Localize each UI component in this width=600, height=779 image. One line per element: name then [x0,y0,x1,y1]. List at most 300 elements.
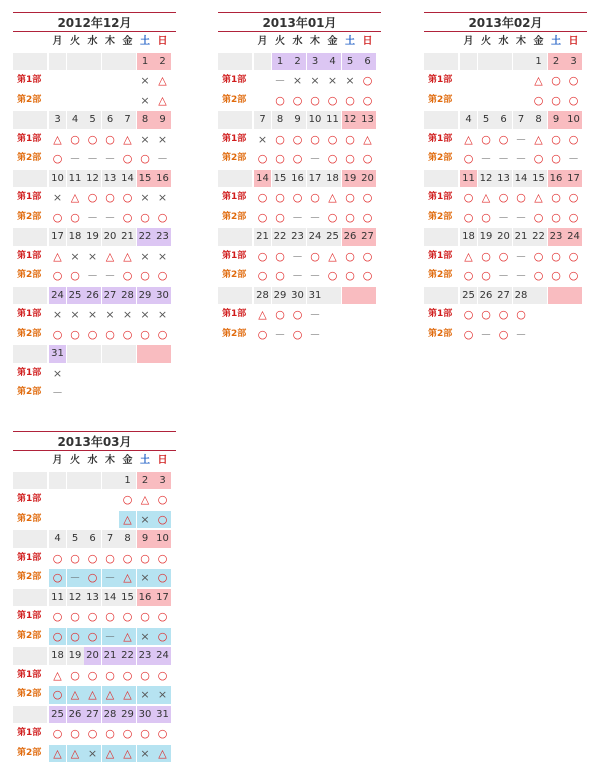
availability-mark[interactable]: ○ [568,191,579,204]
day-cell[interactable]: 30 [154,287,171,305]
availability-mark[interactable]: ○ [345,249,355,263]
availability-mark[interactable]: ○ [52,152,63,165]
availability-mark[interactable]: ○ [70,610,80,623]
availability-mark[interactable]: － [104,269,116,282]
availability-mark[interactable]: ○ [257,269,268,282]
availability-mark[interactable]: － [515,132,527,146]
availability-mark[interactable]: × [137,686,154,704]
day-cell[interactable]: 27 [102,287,119,305]
availability-mark[interactable]: △ [119,511,136,529]
availability-mark[interactable]: △ [53,132,62,146]
day-cell[interactable]: 1 [272,53,289,71]
availability-mark[interactable]: ○ [140,152,150,165]
availability-mark[interactable]: ○ [498,308,509,321]
availability-mark[interactable]: ○ [87,727,98,740]
availability-mark[interactable]: ○ [568,269,579,282]
availability-mark[interactable]: ○ [157,668,168,682]
day-cell[interactable]: 26 [67,706,84,724]
availability-mark[interactable]: × [157,191,168,204]
availability-mark[interactable]: － [87,210,98,224]
availability-mark[interactable]: ○ [551,93,561,107]
availability-mark[interactable]: － [102,628,119,646]
availability-mark[interactable]: ○ [362,93,373,107]
availability-mark[interactable]: ○ [362,269,373,282]
availability-mark[interactable]: ○ [533,269,544,282]
availability-mark[interactable]: ○ [157,610,168,623]
day-cell[interactable]: 3 [49,111,66,129]
availability-mark[interactable]: × [140,308,150,321]
availability-mark[interactable]: ○ [310,132,320,146]
availability-mark[interactable]: × [140,191,150,204]
availability-mark[interactable]: － [568,152,579,165]
availability-mark[interactable]: － [87,269,98,282]
availability-mark[interactable]: △ [67,745,84,763]
day-cell[interactable]: 10 [307,111,324,129]
availability-mark[interactable]: △ [119,569,136,587]
availability-mark[interactable]: △ [534,132,543,146]
day-cell[interactable]: 24 [49,287,66,305]
availability-mark[interactable]: ○ [105,668,115,682]
availability-mark[interactable]: ○ [533,249,544,263]
day-cell[interactable]: 14 [119,170,136,188]
availability-mark[interactable]: － [480,152,492,165]
availability-mark[interactable]: × [137,628,154,646]
availability-mark[interactable]: ○ [257,327,268,341]
availability-mark[interactable]: × [327,74,338,87]
availability-mark[interactable]: ○ [568,249,579,263]
day-cell[interactable]: 19 [342,170,359,188]
availability-mark[interactable]: △ [464,132,473,146]
availability-mark[interactable]: － [498,152,509,165]
day-cell[interactable]: 12 [84,170,101,188]
availability-mark[interactable]: ○ [70,327,80,341]
day-cell[interactable]: 14 [254,170,271,188]
availability-mark[interactable]: △ [154,745,171,763]
availability-mark[interactable]: ○ [275,132,285,146]
day-cell[interactable]: 20 [495,228,512,246]
availability-mark[interactable]: ○ [70,727,80,740]
availability-mark[interactable]: ○ [463,152,474,165]
availability-mark[interactable]: △ [102,686,119,704]
availability-mark[interactable]: ○ [463,210,474,224]
availability-mark[interactable]: － [69,152,81,165]
day-cell[interactable]: 16 [154,170,171,188]
day-cell[interactable]: 20 [359,170,376,188]
availability-mark[interactable]: － [52,386,63,399]
availability-mark[interactable]: － [515,327,527,341]
day-cell[interactable]: 4 [67,111,84,129]
availability-mark[interactable]: × [105,308,115,321]
availability-mark[interactable]: ○ [154,511,171,529]
day-cell[interactable]: 21 [254,228,271,246]
availability-mark[interactable]: ○ [275,210,285,224]
availability-mark[interactable]: △ [67,686,84,704]
day-cell[interactable]: 29 [119,706,136,724]
availability-mark[interactable]: ○ [122,191,133,204]
availability-mark[interactable]: △ [123,249,132,263]
availability-mark[interactable]: ○ [463,191,474,204]
availability-mark[interactable]: ○ [275,191,285,204]
availability-mark[interactable]: △ [53,668,62,682]
day-cell[interactable]: 8 [272,111,289,129]
availability-mark[interactable]: － [292,210,303,224]
availability-mark[interactable]: × [154,686,171,704]
day-cell[interactable]: 7 [254,111,271,129]
availability-mark[interactable]: － [104,210,116,224]
day-cell[interactable]: 16 [548,170,565,188]
availability-mark[interactable]: ○ [87,191,98,204]
availability-mark[interactable]: ○ [275,152,285,165]
availability-mark[interactable]: ○ [87,610,98,623]
day-cell[interactable]: 12 [478,170,495,188]
availability-mark[interactable]: ○ [327,210,338,224]
availability-mark[interactable]: × [122,308,133,321]
availability-mark[interactable]: ○ [140,668,150,682]
availability-mark[interactable]: ○ [105,327,115,341]
availability-mark[interactable]: ○ [105,551,115,565]
day-cell[interactable]: 28 [513,287,530,305]
day-cell[interactable]: 3 [154,472,171,490]
availability-mark[interactable]: ○ [87,668,98,682]
availability-mark[interactable]: ○ [87,132,98,146]
day-cell[interactable]: 22 [530,228,547,246]
day-cell[interactable]: 31 [307,287,324,305]
availability-mark[interactable]: ○ [52,269,63,282]
day-cell[interactable]: 30 [137,706,154,724]
availability-mark[interactable]: ○ [70,668,80,682]
day-cell[interactable]: 18 [460,228,477,246]
availability-mark[interactable]: ○ [568,74,579,87]
availability-mark[interactable]: △ [70,191,80,204]
availability-mark[interactable]: － [515,210,527,224]
day-cell[interactable]: 31 [154,706,171,724]
availability-mark[interactable]: ○ [157,493,168,506]
availability-mark[interactable]: △ [102,745,119,763]
day-cell[interactable]: 2 [154,53,171,71]
day-cell[interactable]: 16 [289,170,306,188]
availability-mark[interactable]: △ [328,191,337,204]
day-cell[interactable]: 24 [307,228,324,246]
day-cell[interactable]: 7 [119,111,136,129]
availability-mark[interactable]: ○ [568,132,579,146]
availability-mark[interactable]: ○ [49,569,66,587]
availability-mark[interactable]: ○ [568,93,579,107]
availability-mark[interactable]: ○ [292,308,303,321]
day-cell[interactable]: 15 [137,170,154,188]
day-cell[interactable]: 18 [49,647,66,665]
availability-mark[interactable]: ○ [327,269,338,282]
availability-mark[interactable]: × [157,308,168,321]
day-cell[interactable]: 17 [565,170,582,188]
availability-mark[interactable]: × [140,74,150,87]
availability-mark[interactable]: △ [49,745,66,763]
day-cell[interactable]: 9 [137,530,154,548]
availability-mark[interactable]: △ [534,191,543,204]
availability-mark[interactable]: × [140,93,150,107]
day-cell[interactable]: 14 [102,589,119,607]
availability-mark[interactable]: ○ [140,210,150,224]
availability-mark[interactable]: ○ [257,152,268,165]
day-cell[interactable]: 8 [119,530,136,548]
availability-mark[interactable]: ○ [551,191,561,204]
availability-mark[interactable]: × [87,308,98,321]
availability-mark[interactable]: ○ [157,327,168,341]
day-cell[interactable]: 1 [530,53,547,71]
availability-mark[interactable]: － [104,152,116,165]
availability-mark[interactable]: ○ [105,610,115,623]
availability-mark[interactable]: ○ [551,210,561,224]
availability-mark[interactable]: ○ [157,551,168,565]
availability-mark[interactable]: ○ [533,152,544,165]
availability-mark[interactable]: ○ [49,628,66,646]
availability-mark[interactable]: ○ [345,132,355,146]
availability-mark[interactable]: ○ [345,210,355,224]
day-cell[interactable]: 23 [548,228,565,246]
availability-mark[interactable]: ○ [292,132,303,146]
day-cell[interactable]: 28 [119,287,136,305]
day-cell[interactable]: 8 [137,111,154,129]
availability-mark[interactable]: ○ [345,152,355,165]
day-cell[interactable]: 29 [272,287,289,305]
availability-mark[interactable]: ○ [122,210,133,224]
day-cell[interactable]: 19 [84,228,101,246]
day-cell[interactable]: 13 [495,170,512,188]
availability-mark[interactable]: ○ [275,308,285,321]
day-cell[interactable]: 6 [359,53,376,71]
day-cell[interactable]: 18 [324,170,341,188]
day-cell[interactable]: 14 [513,170,530,188]
availability-mark[interactable]: ○ [257,210,268,224]
availability-mark[interactable]: － [274,74,286,87]
availability-mark[interactable]: ○ [49,686,66,704]
availability-mark[interactable]: △ [328,249,337,263]
availability-mark[interactable]: △ [53,249,62,263]
availability-mark[interactable]: ○ [345,269,355,282]
availability-mark[interactable]: ○ [292,327,303,341]
availability-mark[interactable]: ○ [463,327,474,341]
day-cell[interactable]: 10 [49,170,66,188]
availability-mark[interactable]: △ [84,686,101,704]
availability-mark[interactable]: × [257,132,268,146]
availability-mark[interactable]: ○ [105,132,115,146]
day-cell[interactable]: 17 [49,228,66,246]
availability-mark[interactable]: ○ [122,269,133,282]
availability-mark[interactable]: ○ [362,249,373,263]
availability-mark[interactable]: ○ [551,74,561,87]
availability-mark[interactable]: ○ [362,152,373,165]
availability-mark[interactable]: ○ [70,551,80,565]
day-cell[interactable]: 13 [102,170,119,188]
day-cell[interactable]: 11 [324,111,341,129]
availability-mark[interactable]: － [309,269,321,282]
availability-mark[interactable]: ○ [481,249,491,263]
day-cell[interactable]: 24 [565,228,582,246]
availability-mark[interactable]: ○ [122,327,133,341]
day-cell[interactable]: 21 [513,228,530,246]
availability-mark[interactable]: × [140,249,150,263]
availability-mark[interactable]: ○ [140,269,150,282]
availability-mark[interactable]: ○ [275,249,285,263]
availability-mark[interactable]: × [157,249,168,263]
availability-mark[interactable]: － [102,569,119,587]
day-cell[interactable]: 22 [137,228,154,246]
availability-mark[interactable]: ○ [140,327,150,341]
day-cell[interactable]: 15 [272,170,289,188]
availability-mark[interactable]: ○ [140,727,150,740]
day-cell[interactable]: 9 [289,111,306,129]
day-cell[interactable]: 8 [530,111,547,129]
availability-mark[interactable]: × [52,366,63,380]
availability-mark[interactable]: ○ [463,269,474,282]
availability-mark[interactable]: ○ [463,308,474,321]
availability-mark[interactable]: － [515,269,527,282]
day-cell[interactable]: 31 [49,345,66,363]
day-cell[interactable]: 4 [49,530,66,548]
availability-mark[interactable]: ○ [87,327,98,341]
availability-mark[interactable]: ○ [157,727,168,740]
availability-mark[interactable]: ○ [52,551,63,565]
availability-mark[interactable]: ○ [310,249,320,263]
day-cell[interactable]: 2 [548,53,565,71]
availability-mark[interactable]: ○ [67,628,84,646]
availability-mark[interactable]: ○ [122,610,133,623]
day-cell[interactable]: 19 [67,647,84,665]
day-cell[interactable]: 25 [49,706,66,724]
availability-mark[interactable]: ○ [105,191,115,204]
availability-mark[interactable]: ○ [84,569,101,587]
availability-mark[interactable]: × [84,745,101,763]
availability-mark[interactable]: ○ [498,327,509,341]
availability-mark[interactable]: － [498,269,509,282]
availability-mark[interactable]: ○ [157,210,168,224]
availability-mark[interactable]: ○ [140,551,150,565]
day-cell[interactable]: 18 [67,228,84,246]
day-cell[interactable]: 26 [478,287,495,305]
availability-mark[interactable]: ○ [52,327,63,341]
availability-mark[interactable]: ○ [327,93,338,107]
day-cell[interactable]: 20 [84,647,101,665]
day-cell[interactable]: 25 [460,287,477,305]
day-cell[interactable]: 12 [67,589,84,607]
availability-mark[interactable]: ○ [275,93,285,107]
day-cell[interactable]: 13 [84,589,101,607]
day-cell[interactable]: 20 [102,228,119,246]
availability-mark[interactable]: ○ [533,93,544,107]
availability-mark[interactable]: ○ [481,132,491,146]
availability-mark[interactable]: － [292,269,303,282]
day-cell[interactable]: 2 [137,472,154,490]
availability-mark[interactable]: ○ [70,132,80,146]
day-cell[interactable]: 9 [548,111,565,129]
day-cell[interactable]: 23 [137,647,154,665]
day-cell[interactable]: 9 [154,111,171,129]
day-cell[interactable]: 28 [102,706,119,724]
availability-mark[interactable]: － [515,249,527,263]
availability-mark[interactable]: ○ [154,569,171,587]
availability-mark[interactable]: ○ [122,152,133,165]
day-cell[interactable]: 7 [102,530,119,548]
day-cell[interactable]: 1 [119,472,136,490]
day-cell[interactable]: 27 [495,287,512,305]
day-cell[interactable]: 22 [119,647,136,665]
day-cell[interactable]: 23 [154,228,171,246]
availability-mark[interactable]: × [137,511,154,529]
day-cell[interactable]: 5 [342,53,359,71]
day-cell[interactable]: 6 [102,111,119,129]
availability-mark[interactable]: × [310,74,320,87]
day-cell[interactable]: 7 [513,111,530,129]
availability-mark[interactable]: △ [105,249,115,263]
day-cell[interactable]: 5 [478,111,495,129]
availability-mark[interactable]: ○ [551,152,561,165]
availability-mark[interactable]: △ [119,628,136,646]
day-cell[interactable]: 15 [119,589,136,607]
availability-mark[interactable]: △ [363,132,372,146]
day-cell[interactable]: 6 [495,111,512,129]
day-cell[interactable]: 29 [137,287,154,305]
day-cell[interactable]: 10 [154,530,171,548]
availability-mark[interactable]: △ [119,686,136,704]
availability-mark[interactable]: ○ [52,610,63,623]
availability-mark[interactable]: － [157,152,168,165]
availability-mark[interactable]: ○ [87,551,98,565]
availability-mark[interactable]: ○ [327,132,338,146]
availability-mark[interactable]: × [292,74,303,87]
availability-mark[interactable]: ○ [498,132,509,146]
availability-mark[interactable]: ○ [310,191,320,204]
availability-mark[interactable]: ○ [292,191,303,204]
availability-mark[interactable]: × [137,745,154,763]
day-cell[interactable]: 21 [102,647,119,665]
availability-mark[interactable]: × [70,249,80,263]
availability-mark[interactable]: △ [258,308,267,321]
availability-mark[interactable]: ○ [275,269,285,282]
availability-mark[interactable]: ○ [154,628,171,646]
availability-mark[interactable]: ○ [345,93,355,107]
availability-mark[interactable]: － [87,152,98,165]
day-cell[interactable]: 27 [359,228,376,246]
day-cell[interactable]: 26 [84,287,101,305]
day-cell[interactable]: 3 [565,53,582,71]
availability-mark[interactable]: ○ [533,210,544,224]
day-cell[interactable]: 15 [530,170,547,188]
availability-mark[interactable]: × [345,74,355,87]
availability-mark[interactable]: ○ [568,210,579,224]
availability-mark[interactable]: ○ [498,191,509,204]
day-cell[interactable]: 25 [324,228,341,246]
day-cell[interactable]: 21 [119,228,136,246]
availability-mark[interactable]: ○ [551,269,561,282]
availability-mark[interactable]: × [140,132,150,146]
availability-mark[interactable]: ○ [362,191,373,204]
availability-mark[interactable]: － [67,569,84,587]
day-cell[interactable]: 6 [84,530,101,548]
availability-mark[interactable]: ○ [105,727,115,740]
day-cell[interactable]: 26 [342,228,359,246]
availability-mark[interactable]: ○ [70,269,80,282]
day-cell[interactable]: 27 [84,706,101,724]
availability-mark[interactable]: ○ [122,668,133,682]
day-cell[interactable]: 5 [84,111,101,129]
availability-mark[interactable]: ○ [52,210,63,224]
availability-mark[interactable]: × [137,569,154,587]
day-cell[interactable]: 3 [307,53,324,71]
availability-mark[interactable]: △ [464,249,473,263]
availability-mark[interactable]: ○ [122,551,133,565]
availability-mark[interactable]: ○ [551,132,561,146]
availability-mark[interactable]: × [87,249,98,263]
availability-mark[interactable]: ○ [122,727,133,740]
